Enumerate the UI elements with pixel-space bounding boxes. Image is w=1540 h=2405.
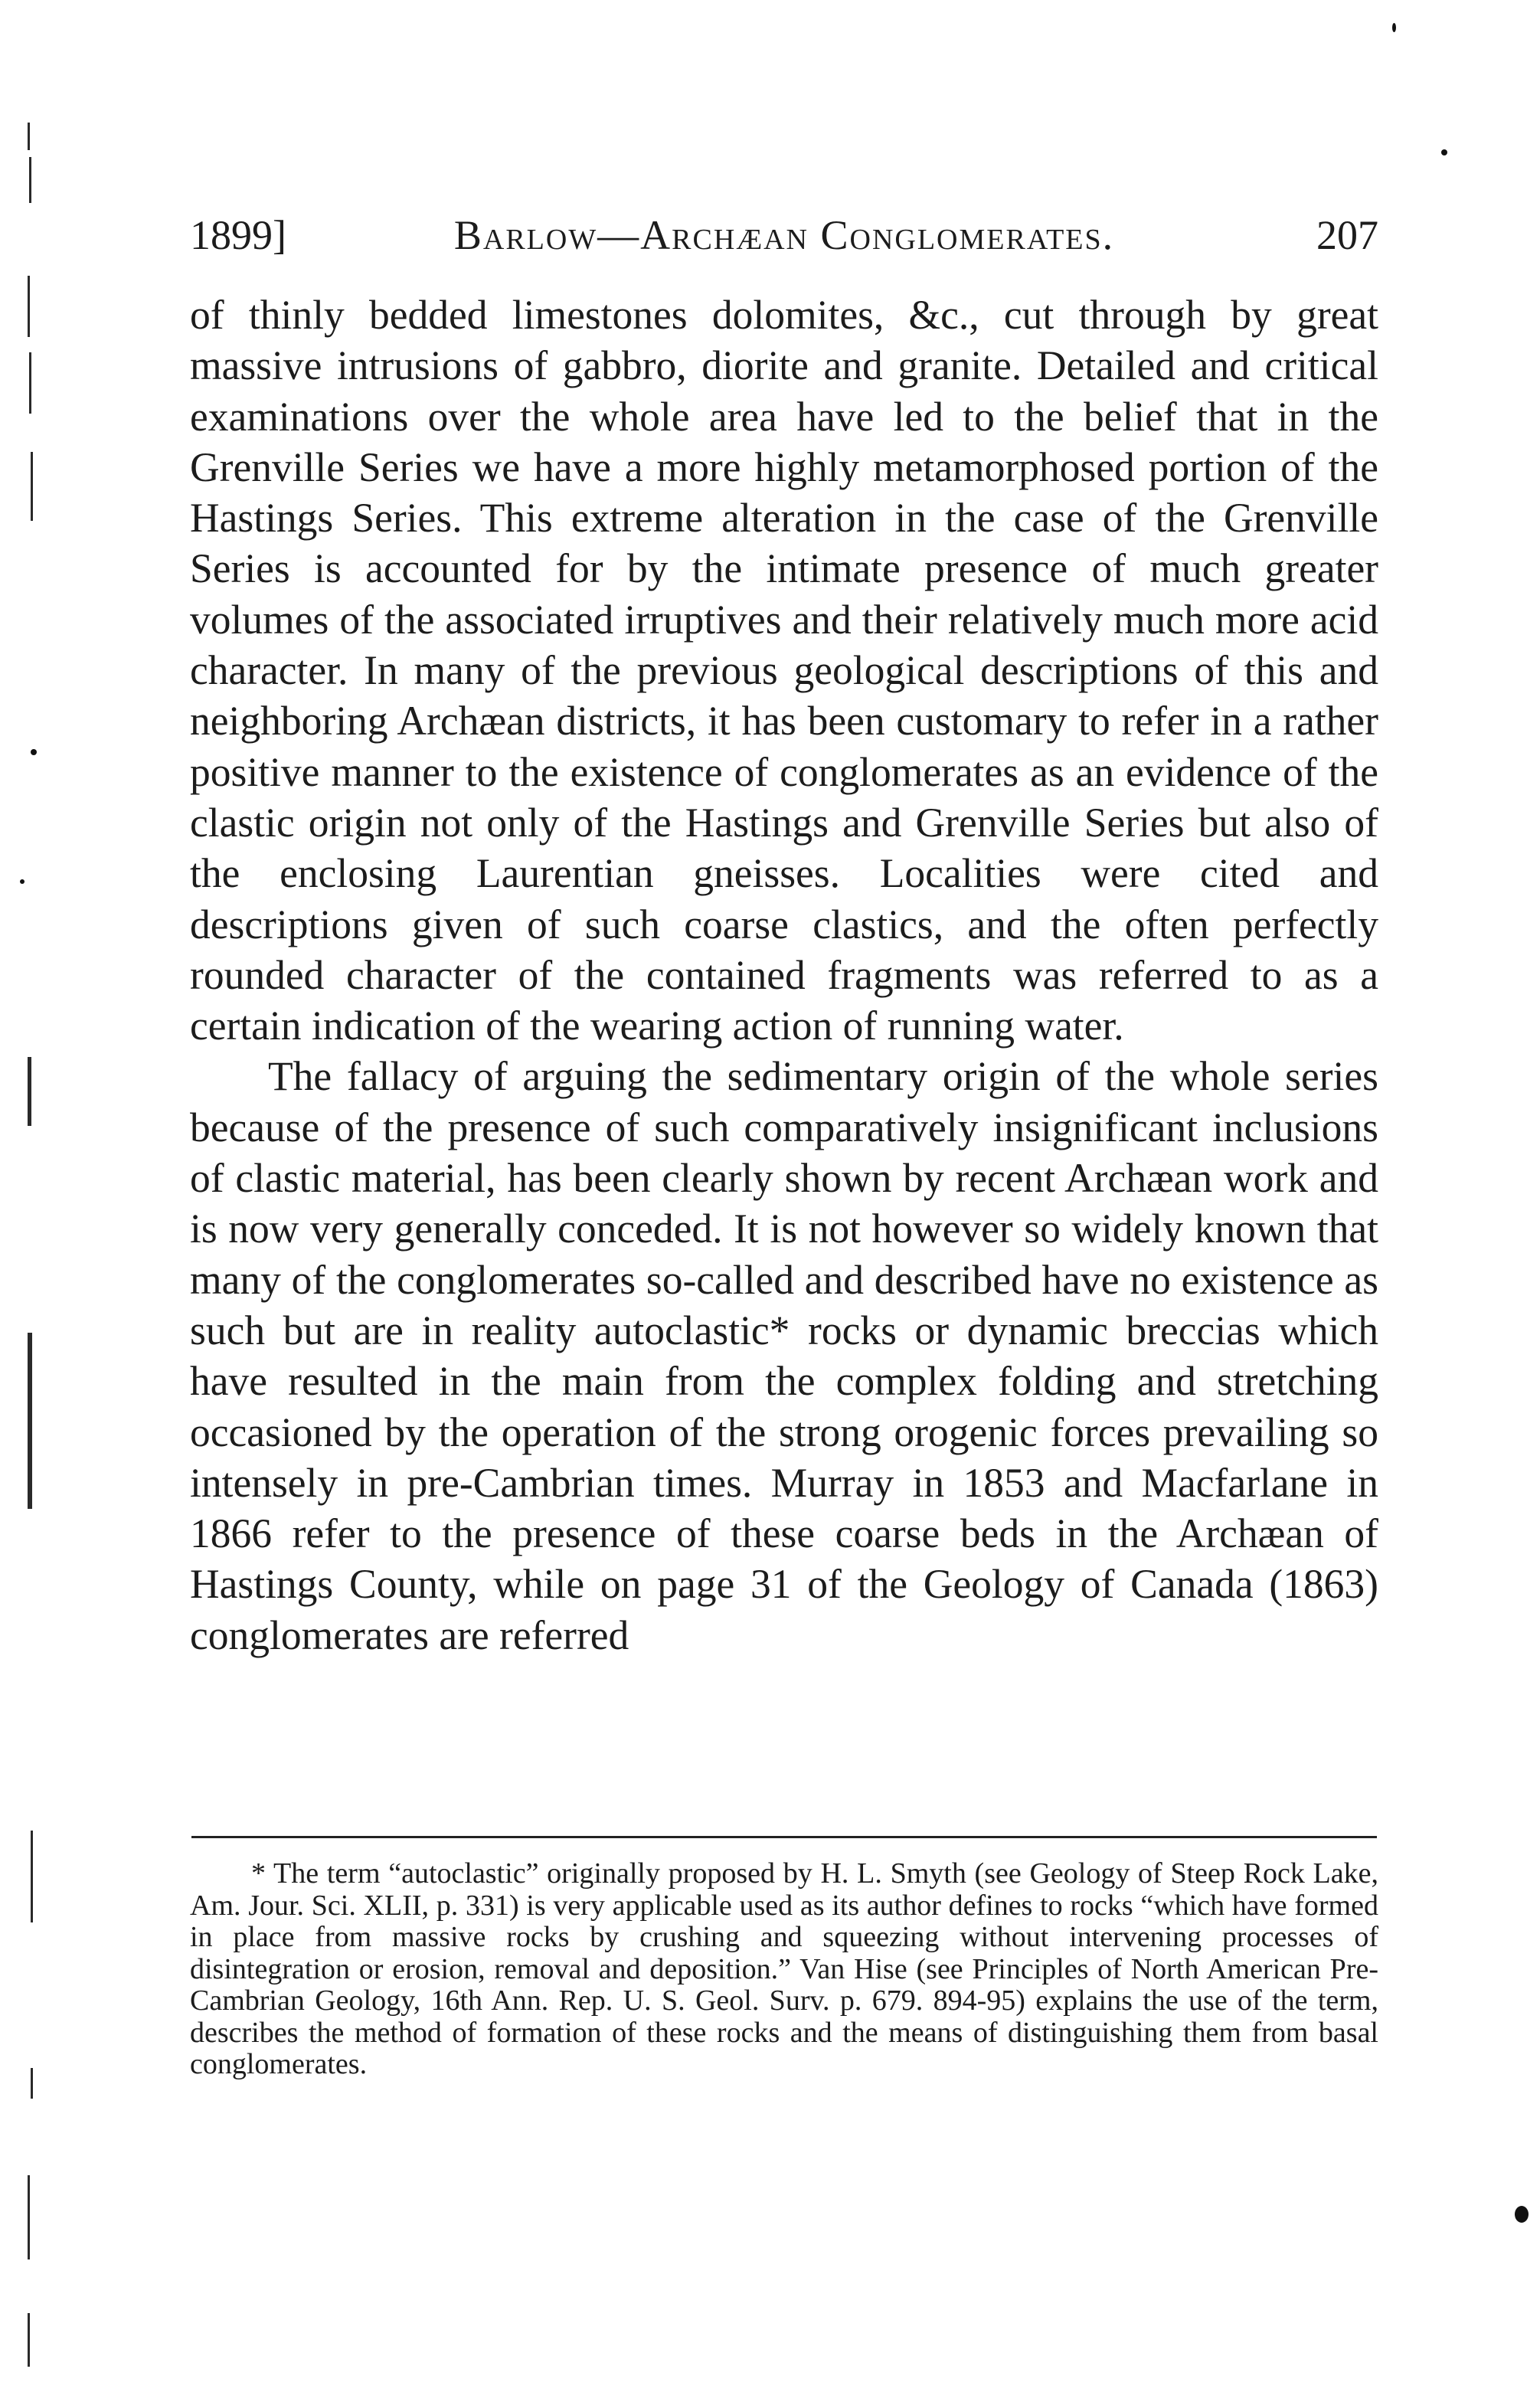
scan-artifact <box>28 123 30 150</box>
scan-artifact <box>28 2175 30 2259</box>
scan-artifact <box>1441 149 1447 155</box>
paragraph: The fallacy of arguing the sedimentary origin of the whole series because of the presence of such comparatively insignificant inclusions of clastic material, has been clearly shown by recent Archæan work and is now very generally conceded. It is not however so widely known that many of the conglomerates so-called and described have no existence as such but are in reality autoclastic* rocks or dynamic breccias which have resulted in the main from the complex folding and stretching occasioned by the operation of the strong orogenic forces prevailing so intensely in pre-Cambrian times. Murray in 1853 and Macfarlane in 1866 refer to the presence of these coarse beds in the Archæan of Hastings County, while on page 31 of the Geology of Canada (1863) conglomerates are referred <box>190 1053 1378 1658</box>
footnote-divider <box>191 1836 1377 1838</box>
scan-artifact <box>1392 23 1396 32</box>
scan-artifact <box>31 1831 33 1922</box>
scan-artifact <box>31 2068 33 2099</box>
header-year: 1899] <box>190 212 286 258</box>
header-title: Barlow—Archæan Conglomerates. <box>453 212 1115 258</box>
scan-artifact <box>28 276 30 337</box>
scan-artifact <box>31 749 37 755</box>
paragraph: of thinly bedded limestones dolomites, &c., cut through by great massive intrusions of gabbro, diorite and granite. Detailed and critical examinations over the whole area have led to the belief that in the Grenville Series we have a more highly metamorphosed portion of the Hastings Series. This extreme alteration in the case of the Grenville Series is accounted for by the intimate presence of much greater volumes of the associated irruptives and their relatively much more acid character. In many of the previous geological descriptions of this and neighboring Archæan districts, it has been customary to refer in a rather positive manner to the existence of conglomerates as an evidence of the clastic origin not only of the Hastings and Grenville Series but also of the enclosing Laurentian gneisses. Localities were cited and descriptions given of such coarse clastics, and the often perfectly rounded character of the contained fragments was referred to as a certain indication of the wearing action of running water. <box>190 292 1378 1049</box>
scan-artifact <box>28 1333 32 1509</box>
scan-artifact <box>29 352 31 414</box>
scan-artifact <box>29 157 31 203</box>
scan-artifact <box>20 879 25 884</box>
scan-artifact <box>28 2313 30 2367</box>
page-number: 207 <box>1316 212 1378 258</box>
running-header <box>190 208 1378 262</box>
scan-artifact <box>28 1057 31 1126</box>
scan-artifact <box>31 452 33 521</box>
body-text <box>190 290 1378 1661</box>
footnote: * The term “autoclastic” originally proposed by H. L. Smyth (see Geology of Steep Rock Lake, Am. Jour. Sci. XLII, p. 331) is very applicable used as its author defines to rocks “which have formed in place from massive rocks by crushing and squeezing without intervening processes of disintegration or erosion, removal and deposition.” Van Hise (see Principles of North American Pre-Cambrian Geology, 16th Ann. Rep. U. S. Geol. Surv. p. 679. 894-95) explains the use of the term, describes the method of formation of these rocks and the means of distinguishing them from basal conglomerates. <box>190 1857 1378 2080</box>
scan-artifact <box>1515 2206 1529 2223</box>
